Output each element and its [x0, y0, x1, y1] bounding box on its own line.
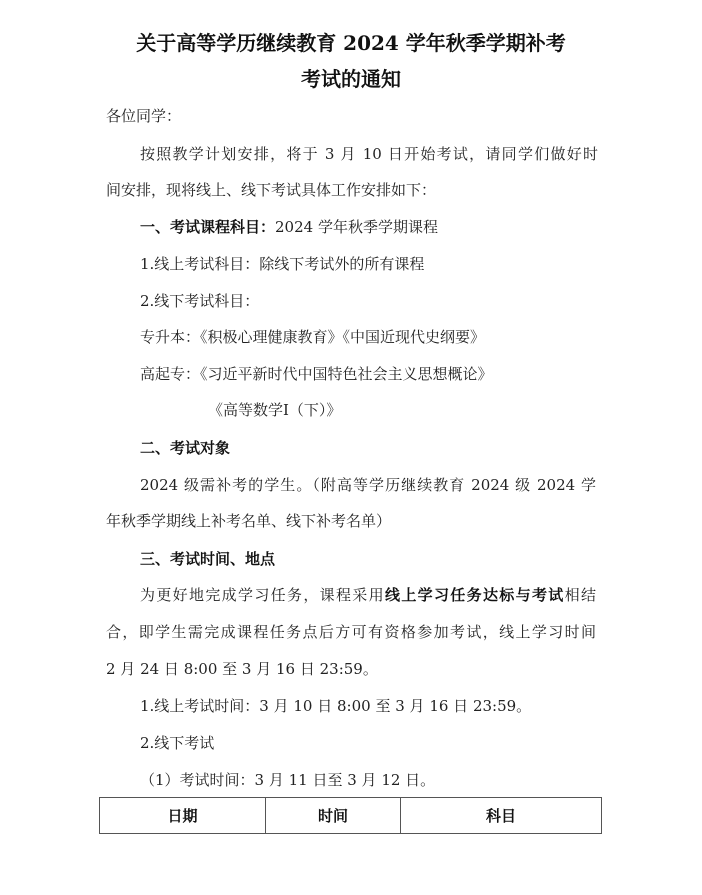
section-3-heading: 三、考试时间、地点 [140, 550, 276, 568]
table-header-time: 时间 [266, 798, 401, 834]
section-2-line-1: 2024 级需补考的学生。（附高等学历继续教育 2024 级 2024 学 [140, 476, 596, 494]
section-1-heading-value: 2024 学年秋季学期课程 [275, 218, 438, 236]
table-header-date: 日期 [100, 798, 266, 834]
intro-line-2: 间安排，现将线上、线下考试具体工作安排如下： [106, 181, 437, 199]
section-1-heading: 一、考试课程科目： [140, 218, 276, 236]
zsb-row [140, 327, 485, 347]
section-1-heading-row [140, 217, 438, 237]
exam-schedule-table [99, 797, 602, 834]
section-3-para-post: 相结 [564, 586, 596, 604]
table-header-row [100, 798, 602, 834]
gqz-course-2: 《高等数学Ⅰ（下）》 [208, 401, 342, 419]
gqz-course-1: 《习近平新时代中国特色社会主义思想概论》 [200, 365, 493, 383]
section-3-para-bold: 线上学习任务达标与考试 [384, 586, 565, 604]
document-title-line-2: 考试的通知 [301, 67, 401, 91]
offline-exam: 2.线下考试 [140, 734, 215, 752]
document-title-line-1: 关于高等学历继续教育 2024 学年秋季学期补考 [136, 31, 566, 55]
online-subjects: 1.线上考试科目：除线下考试外的所有课程 [140, 255, 425, 273]
section-2-line-2: 年秋季学期线上补考名单、线下补考名单） [106, 512, 392, 530]
section-3-para-line-2: 合，即学生需完成课程任务点后方可有资格参加考试，线上学习时间 [106, 623, 596, 641]
online-exam-time: 1.线上考试时间：3 月 10 日 8:00 至 3 月 16 日 23:59。 [140, 697, 532, 715]
offline-exam-time: （1）考试时间：3 月 11 日至 3 月 12 日。 [140, 771, 436, 789]
gqz-row [140, 364, 493, 384]
intro-line-1: 按照教学计划安排，将于 3 月 10 日开始考试，请同学们做好时 [140, 145, 598, 163]
salutation: 各位同学： [106, 107, 182, 125]
zsb-label: 专升本： [140, 328, 201, 346]
section-3-para-line-1 [140, 585, 596, 605]
section-2-heading: 二、考试对象 [140, 439, 231, 457]
section-3-para-line-3: 2 月 24 日 8:00 至 3 月 16 日 23:59。 [106, 660, 378, 678]
table-header-subject: 科目 [401, 798, 602, 834]
offline-subjects: 2.线下考试科目： [140, 292, 260, 310]
gqz-label: 高起专： [140, 365, 201, 383]
zsb-courses: 《积极心理健康教育》《中国近现代史纲要》 [200, 328, 486, 346]
section-3-para-pre: 为更好地完成学习任务，课程采用 [140, 586, 385, 604]
